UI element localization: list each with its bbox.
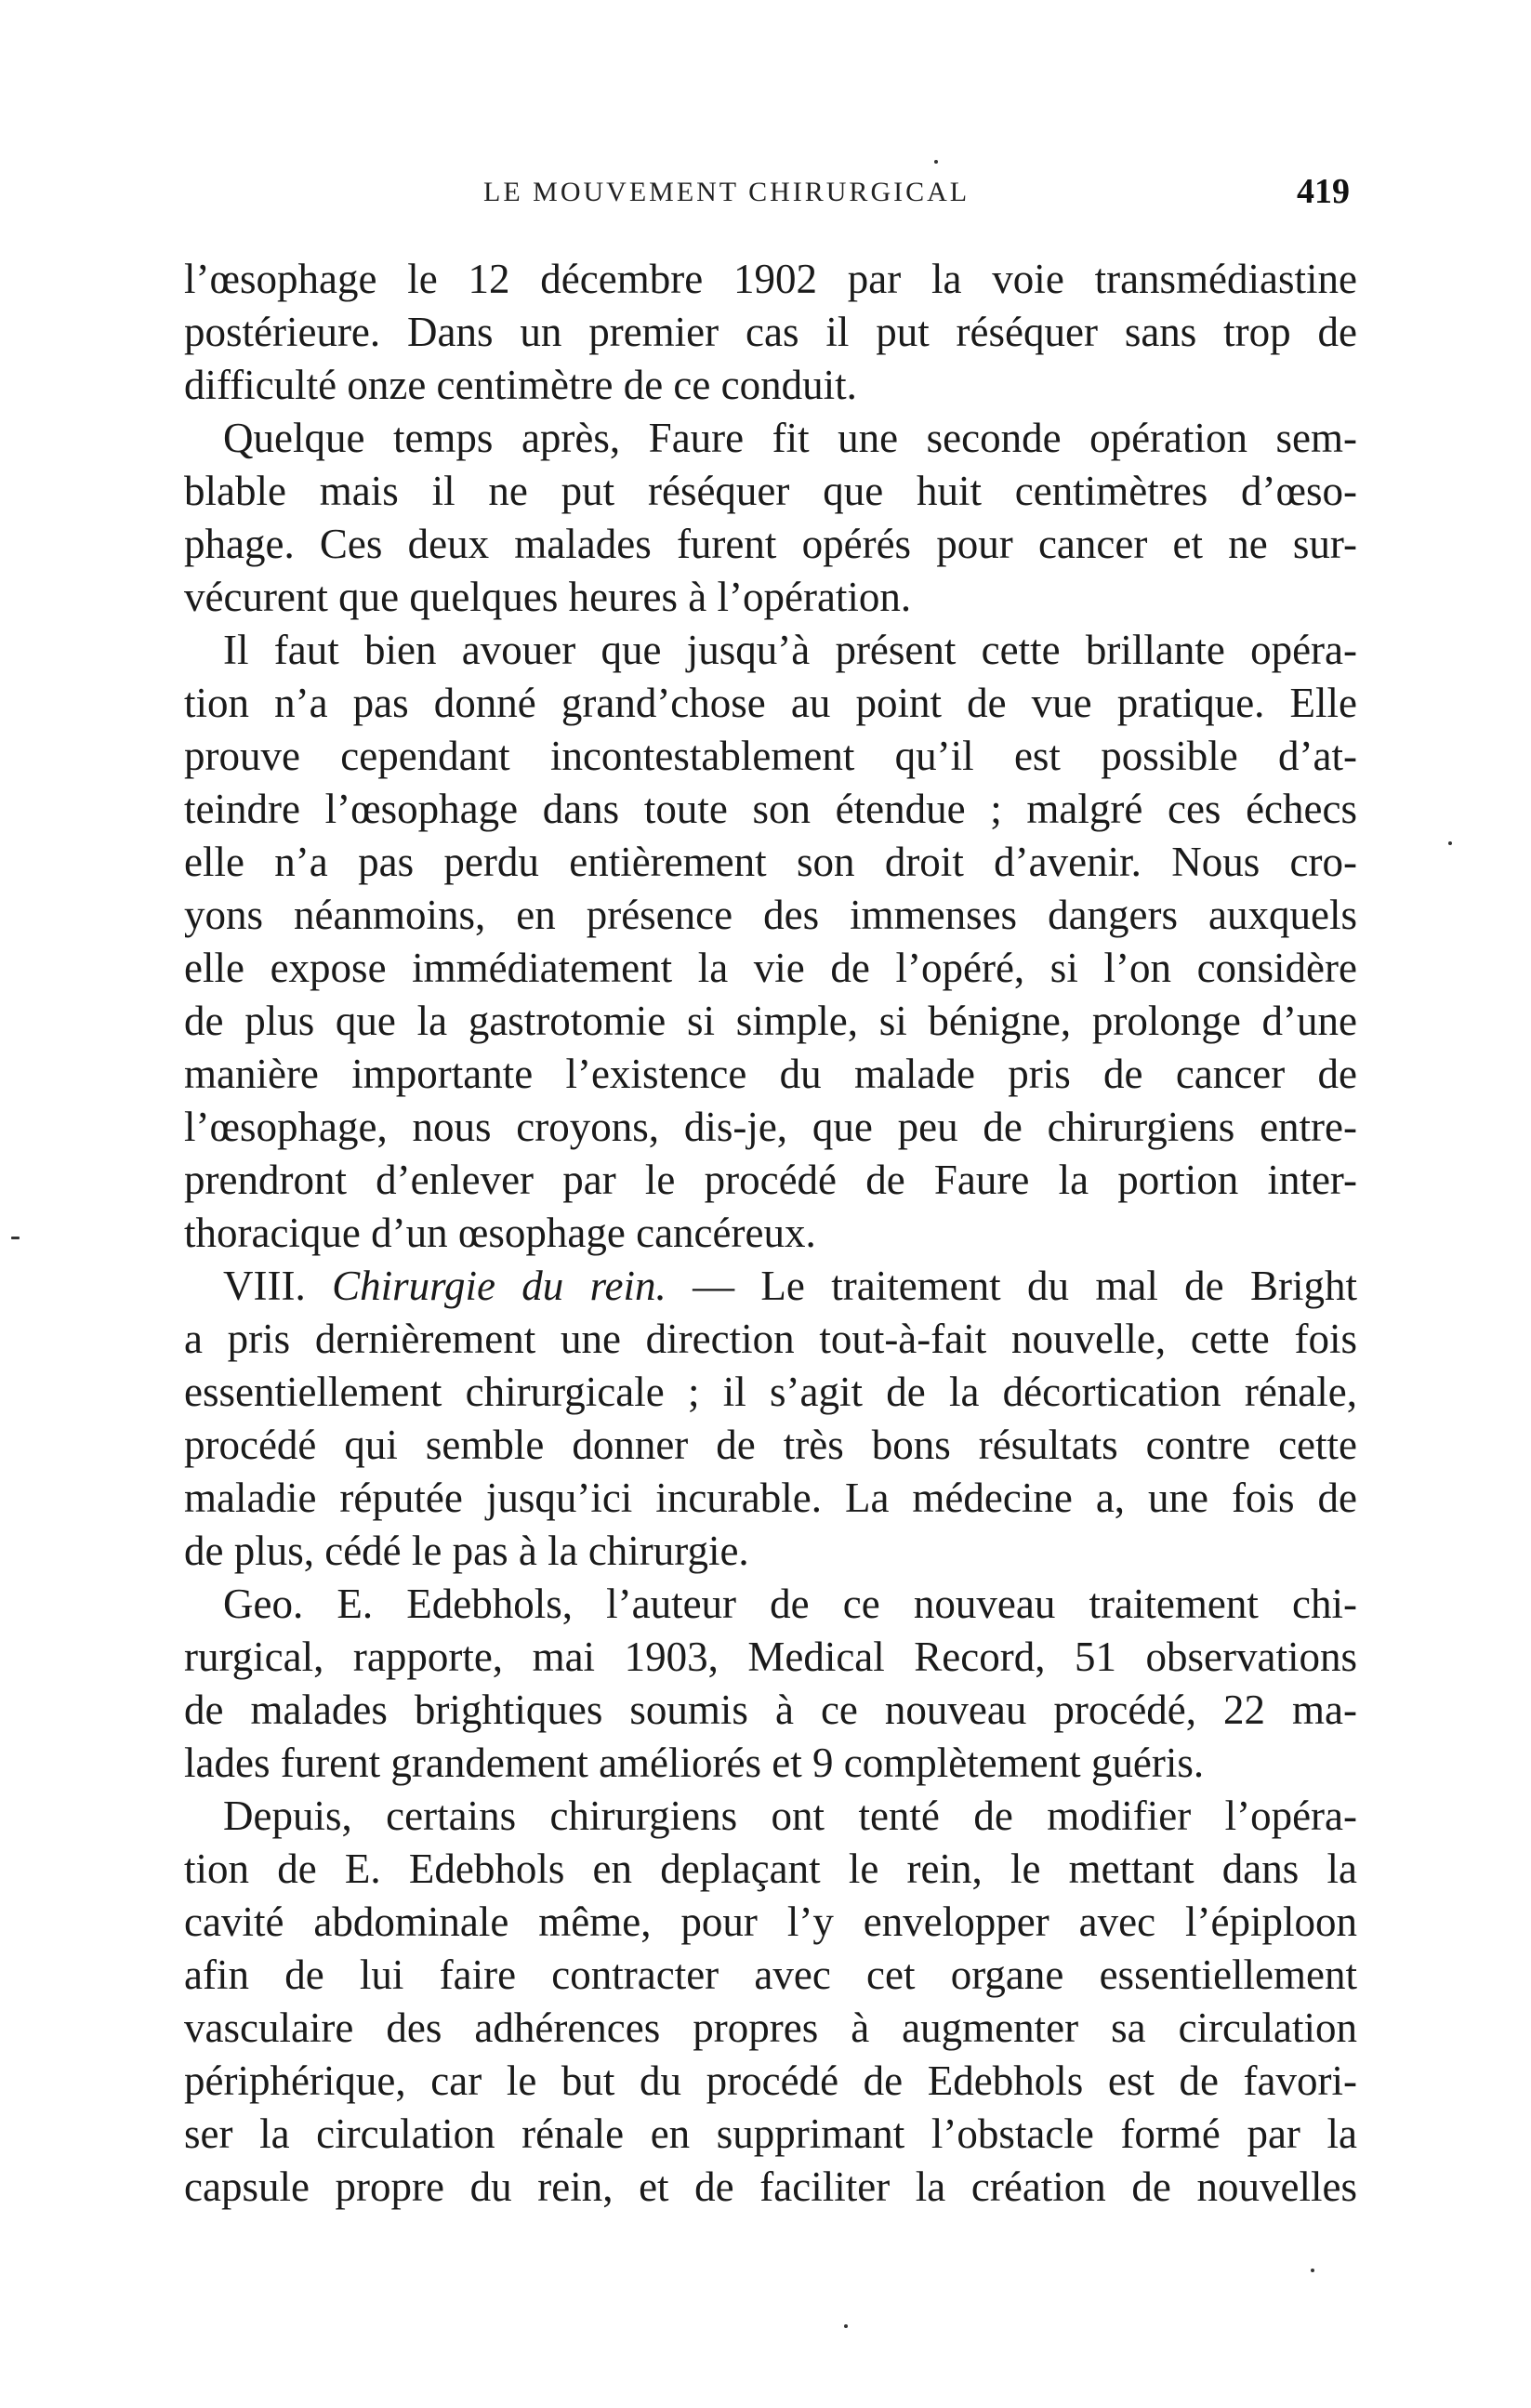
scan-speck [1448,841,1452,845]
text-line: procédé qui semble donner de très bons résultats contre cette [184,1422,1357,1468]
text-line: prouve cependant incontestablement qu’il est possible d’at- [184,733,1357,779]
text-line: Geo. E. Edebhols, l’auteur de ce nouveau traitement chi- [223,1581,1357,1627]
text-line: maladie réputée jusqu’ici incurable. La médecine a, une fois de [184,1475,1357,1521]
text-line: tion n’a pas donné grand’chose au point de vue pratique. Elle [184,680,1357,726]
text-line: vécurent que quelques heures à l’opération. [184,574,912,620]
text-line: l’œsophage le 12 décembre 1902 par la voie transmédiastine [184,256,1357,302]
text-line: postérieure. Dans un premier cas il put réséquer sans trop de [184,309,1357,355]
text-line: rurgical, rapporte, mai 1903, Medical Record, 51 observations [184,1634,1357,1680]
text-line: Quelque temps après, Faure fit une seconde opération sem- [223,415,1357,461]
scan-speck [844,2324,848,2328]
text-line: de plus, cédé le pas à la chirurgie. [184,1528,749,1574]
text-line: elle n’a pas perdu entièrement son droit d’avenir. Nous cro- [184,839,1357,885]
text-line: Il faut bien avouer que jusqu’à présent cette brillante opéra- [223,627,1357,673]
text-line: phage. Ces deux malades furent opérés pour cancer et ne sur- [184,521,1357,567]
text-line: afin de lui faire contracter avec cet organe essentiellement [184,1952,1357,1998]
scan-speck [1311,2269,1314,2272]
text-line: Depuis, certains chirurgiens ont tenté de modifier l’opéra- [223,1793,1357,1839]
text-line: l’œsophage, nous croyons, dis-je, que peu de chirurgiens entre- [184,1104,1357,1150]
scan-speck [11,1237,20,1239]
text-line: de plus que la gastrotomie si simple, si bénigne, prolonge d’une [184,998,1357,1044]
body-text [184,253,1357,2214]
text-line: prendront d’enlever par le procédé de Faure la portion inter- [184,1157,1357,1203]
text-line: capsule propre du rein, et de faciliter la création de nouvelles [184,2163,1357,2210]
text-line: thoracique d’un œsophage cancéreux. [184,1210,816,1256]
section-number: VIII. [223,1263,306,1309]
text-line: lades furent grandement améliorés et 9 complètement guéris. [184,1740,1205,1786]
text-line: vasculaire des adhérences propres à augmenter sa circulation [184,2004,1357,2051]
text-line: difficulté onze centimètre de ce conduit. [184,362,857,408]
text-line: essentiellement chirurgicale ; il s’agit de la décortication rénale, [184,1369,1357,1415]
text-line: tion de E. Edebhols en deplaçant le rein, le mettant dans la [184,1846,1357,1892]
text-line: yons néanmoins, en présence des immenses dangers auxquels [184,892,1357,938]
text-line: cavité abdominale même, pour l’y envelopper avec l’épiploon [184,1899,1357,1945]
text-line: périphérique, car le but du procédé de Edebhols est de favori- [184,2057,1357,2104]
section-lead: — Le traitement du mal de Bright [693,1263,1358,1309]
text-line: manière importante l’existence du malade pris de cancer de [184,1051,1357,1097]
page-number: 419 [1297,172,1350,211]
section-title: Chirurgie du rein. [332,1263,667,1309]
running-title: LE MOUVEMENT CHIRURGICAL [483,177,970,207]
text-line: ser la circulation rénale en supprimant l’obstacle formé par la [184,2110,1357,2157]
text-line: de malades brightiques soumis à ce nouveau procédé, 22 ma- [184,1687,1357,1733]
section-heading-line [184,1260,1357,1313]
scan-speck [934,160,938,164]
text-line: teindre l’œsophage dans toute son étendue ; malgré ces échecs [184,786,1357,832]
text-line: elle expose immédiatement la vie de l’opéré, si l’on considère [184,945,1357,991]
text-line: blable mais il ne put réséquer que huit centimètres d’œso- [184,468,1357,514]
text-line: a pris dernièrement une direction tout-à-fait nouvelle, cette fois [184,1316,1357,1362]
